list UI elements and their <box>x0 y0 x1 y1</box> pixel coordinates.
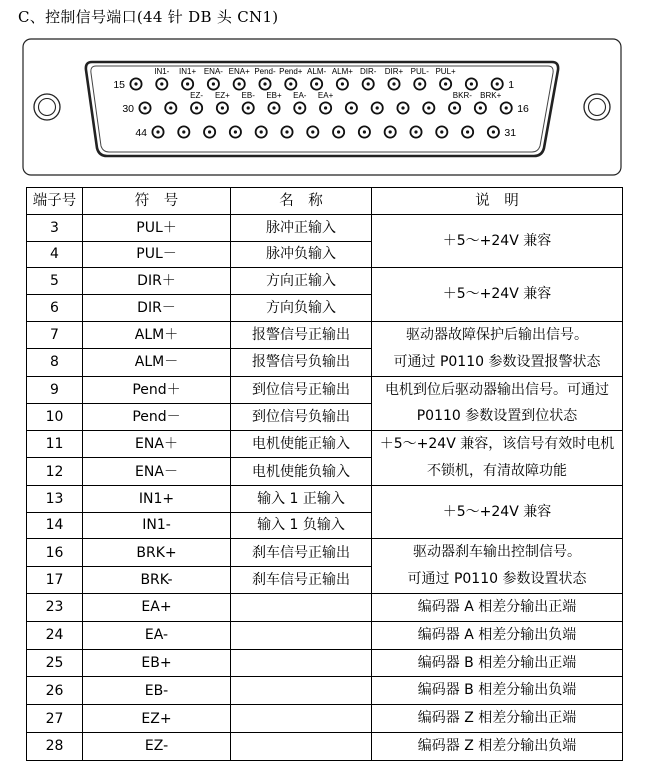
cell-symbol: ENA＋ <box>83 431 231 458</box>
cell-terminal: 27 <box>27 705 83 733</box>
cell-name: 输入 1 负输入 <box>231 512 372 539</box>
cell-terminal: 11 <box>27 431 83 458</box>
pin-signal-label: EZ+ <box>214 91 230 100</box>
connector-pin-center <box>392 82 395 85</box>
cell-symbol: ALM－ <box>83 349 231 376</box>
pin-signal-label: BRK+ <box>480 91 502 100</box>
cell-terminal: 28 <box>27 732 83 760</box>
pin-signal-label: IN1- <box>154 67 170 76</box>
cell-symbol: BRK+ <box>83 539 231 566</box>
pin-signal-label: DIR- <box>359 67 377 76</box>
table-row <box>27 268 623 295</box>
table-row <box>27 705 623 733</box>
pin-number-label: 16 <box>517 103 529 115</box>
connector-pin-center <box>212 82 215 85</box>
right-mounting-hole <box>584 94 610 120</box>
table-header-row <box>27 188 623 215</box>
pin-signal-label: EB- <box>241 91 255 100</box>
cell-description: 编码器 A 相差分输出负端 <box>372 621 623 649</box>
connector-pin-center <box>143 106 146 109</box>
pin-signal-label: PUL+ <box>435 67 456 76</box>
table-row <box>27 321 623 348</box>
connector-pin-center <box>324 106 327 109</box>
cell-name: 到位信号负输出 <box>231 403 372 430</box>
connector-pin-center <box>260 130 263 133</box>
connector-pin-center <box>496 82 499 85</box>
table-row <box>27 376 623 403</box>
cell-terminal: 3 <box>27 214 83 241</box>
pin-signal-label: EA+ <box>317 91 334 100</box>
connector-pin-center <box>285 130 288 133</box>
cell-terminal: 5 <box>27 268 83 295</box>
cell-name: 脉冲负输入 <box>231 241 372 268</box>
connector-pin-center <box>427 106 430 109</box>
table-row <box>27 649 623 677</box>
cell-name: 电机使能正输入 <box>231 431 372 458</box>
connector-pin-center <box>492 130 495 133</box>
cell-symbol: EB- <box>83 677 231 705</box>
cell-symbol: DIR＋ <box>83 268 231 295</box>
cell-symbol: PUL－ <box>83 241 231 268</box>
cell-terminal: 24 <box>27 621 83 649</box>
cell-symbol: EZ- <box>83 732 231 760</box>
cell-terminal: 8 <box>27 349 83 376</box>
connector-pin-center <box>414 130 417 133</box>
cell-description: 编码器 A 相差分输出正端 <box>372 593 623 621</box>
connector-pin-center <box>350 106 353 109</box>
cell-name: 刹车信号正输出 <box>231 539 372 566</box>
cell-terminal: 12 <box>27 458 83 485</box>
connector-pin-center <box>234 130 237 133</box>
connector-pin-center <box>444 82 447 85</box>
connector-pin-center <box>505 106 508 109</box>
cell-name <box>231 732 372 760</box>
pin-signal-label: BKR- <box>452 91 472 100</box>
table-row <box>27 621 623 649</box>
description-line: 驱动器刹车输出控制信号。 <box>413 544 581 561</box>
pin-signal-label: EZ- <box>190 91 204 100</box>
cell-symbol: Pend＋ <box>83 376 231 403</box>
cell-terminal: 9 <box>27 376 83 403</box>
cell-terminal: 4 <box>27 241 83 268</box>
cell-description <box>372 539 623 594</box>
pin-signal-label: ALM- <box>307 67 327 76</box>
connector-pin-center <box>401 106 404 109</box>
cell-name: 脉冲正输入 <box>231 214 372 241</box>
db44-connector-diagram <box>22 38 622 176</box>
cell-name: 刹车信号正输出 <box>231 566 372 593</box>
table-row <box>27 485 623 512</box>
cell-name: 方向正输入 <box>231 268 372 295</box>
cell-name <box>231 705 372 733</box>
cell-symbol: BRK- <box>83 566 231 593</box>
left-mounting-hole <box>34 94 60 120</box>
cell-terminal: 25 <box>27 649 83 677</box>
connector-pin-center <box>341 82 344 85</box>
connector-pin-center <box>169 106 172 109</box>
header-name: 名 称 <box>231 188 372 215</box>
description-line: ＋5～+24V 兼容，该信号有效时电机 <box>379 436 615 453</box>
pin-number-label: 15 <box>113 79 125 91</box>
pin-signal-label: ENA+ <box>228 67 250 76</box>
connector-pin-center <box>337 130 340 133</box>
connector-pin-center <box>311 130 314 133</box>
cell-description: ＋5～+24V 兼容 <box>372 268 623 322</box>
description-line: 可通过 P0110 参数设置报警状态 <box>393 353 601 370</box>
cell-symbol: DIR－ <box>83 295 231 322</box>
connector-pin-center <box>238 82 241 85</box>
cell-symbol: PUL＋ <box>83 214 231 241</box>
pin-signal-label: EA- <box>293 91 307 100</box>
pin-number-label: 1 <box>508 79 515 91</box>
connector-pin-center <box>182 130 185 133</box>
pin-signal-label: ALM+ <box>331 67 353 76</box>
cell-name: 到位信号正输出 <box>231 376 372 403</box>
cell-description: 编码器 B 相差分输出正端 <box>372 649 623 677</box>
cell-name: 报警信号负输出 <box>231 349 372 376</box>
connector-pin-center <box>376 106 379 109</box>
connector-pin-center <box>453 106 456 109</box>
cell-description <box>372 321 623 376</box>
table-row <box>27 593 623 621</box>
pin-signal-label: PUL- <box>410 67 429 76</box>
cell-terminal: 7 <box>27 321 83 348</box>
connector-pin-center <box>195 106 198 109</box>
description-line: P0110 参数设置到位状态 <box>416 408 578 425</box>
table-row <box>27 431 623 458</box>
description-line: 可通过 P0110 参数设置状态 <box>407 571 587 588</box>
cell-description <box>372 431 623 486</box>
connector-pin-center <box>156 130 159 133</box>
cell-name <box>231 593 372 621</box>
cell-name <box>231 649 372 677</box>
header-description: 说 明 <box>372 188 623 215</box>
pin-number-label: 30 <box>122 103 134 115</box>
cell-description: 编码器 Z 相差分输出负端 <box>372 732 623 760</box>
connector-pin-center <box>208 130 211 133</box>
connector-pin-center <box>263 82 266 85</box>
cell-symbol: ALM＋ <box>83 321 231 348</box>
cell-name: 电机使能负输入 <box>231 458 372 485</box>
connector-pin-center <box>186 82 189 85</box>
cell-description <box>372 376 623 431</box>
cell-terminal: 14 <box>27 512 83 539</box>
pin-assignment-table <box>26 187 623 761</box>
section-title: C、控制信号端口(44 针 DB 头 CN1) <box>18 8 279 26</box>
connector-pin-center <box>367 82 370 85</box>
cell-description: 编码器 Z 相差分输出正端 <box>372 705 623 733</box>
connector-pin-center <box>418 82 421 85</box>
connector-pin-center <box>479 106 482 109</box>
connector-pin-center <box>466 130 469 133</box>
cell-symbol: EZ+ <box>83 705 231 733</box>
table-row <box>27 539 623 566</box>
cell-name: 输入 1 正输入 <box>231 485 372 512</box>
table-row <box>27 677 623 705</box>
header-symbol: 符 号 <box>83 188 231 215</box>
cell-terminal: 16 <box>27 539 83 566</box>
pin-signal-label: ENA- <box>203 67 223 76</box>
description-line: 驱动器故障保护后输出信号。 <box>406 326 588 343</box>
cell-name: 报警信号正输出 <box>231 321 372 348</box>
cell-terminal: 13 <box>27 485 83 512</box>
connector-pin-center <box>134 82 137 85</box>
connector-pin-center <box>440 130 443 133</box>
table-row <box>27 214 623 241</box>
pin-signal-label: Pend- <box>254 67 276 76</box>
connector-pin-center <box>389 130 392 133</box>
cell-description: ＋5～+24V 兼容 <box>372 214 623 268</box>
connector-pin-center <box>272 106 275 109</box>
pin-signal-label: DIR+ <box>384 67 404 76</box>
connector-pin-center <box>315 82 318 85</box>
pin-number-label: 44 <box>135 127 147 139</box>
pin-signal-label: Pend+ <box>279 67 303 76</box>
connector-pin-center <box>160 82 163 85</box>
connector-pin-center <box>221 106 224 109</box>
cell-terminal: 23 <box>27 593 83 621</box>
pin-signal-label: IN1+ <box>179 67 197 76</box>
connector-pin-center <box>298 106 301 109</box>
cell-description: ＋5～+24V 兼容 <box>372 485 623 539</box>
cell-symbol: EB+ <box>83 649 231 677</box>
cell-name <box>231 677 372 705</box>
cell-symbol: EA+ <box>83 593 231 621</box>
description-line: 电机到位后驱动器输出信号。可通过 <box>385 381 609 398</box>
header-terminal: 端子号 <box>27 188 83 215</box>
cell-symbol: IN1- <box>83 512 231 539</box>
cell-name: 方向负输入 <box>231 295 372 322</box>
connector-pin-center <box>289 82 292 85</box>
cell-terminal: 10 <box>27 403 83 430</box>
cell-terminal: 6 <box>27 295 83 322</box>
cell-terminal: 26 <box>27 677 83 705</box>
table-row <box>27 732 623 760</box>
cell-description: 编码器 B 相差分输出负端 <box>372 677 623 705</box>
connector-pin-center <box>247 106 250 109</box>
cell-symbol: IN1+ <box>83 485 231 512</box>
cell-terminal: 17 <box>27 566 83 593</box>
cell-symbol: Pend－ <box>83 403 231 430</box>
cell-symbol: EA- <box>83 621 231 649</box>
cell-name <box>231 621 372 649</box>
pin-number-label: 31 <box>504 127 517 139</box>
connector-pin-center <box>363 130 366 133</box>
description-line: 不锁机，有清故障功能 <box>427 462 567 479</box>
connector-pin-center <box>470 82 473 85</box>
pin-signal-label: EB+ <box>266 91 282 100</box>
cell-symbol: ENA－ <box>83 458 231 485</box>
